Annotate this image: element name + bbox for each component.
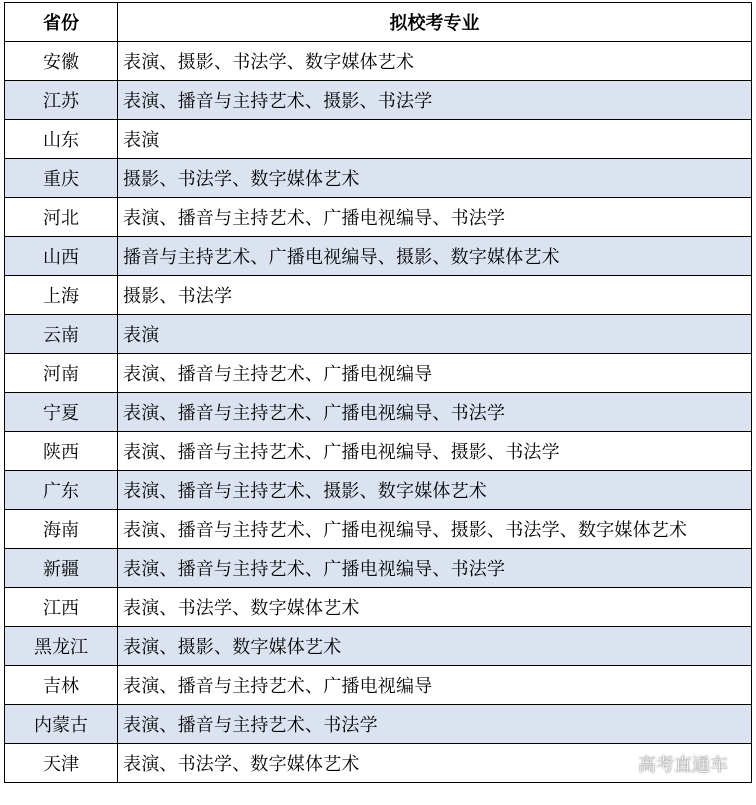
province-cell: 山东 — [5, 120, 118, 159]
table-row — [5, 198, 752, 237]
majors-cell: 表演 — [118, 120, 752, 159]
header-majors: 拟校考专业 — [118, 3, 752, 42]
province-cell: 吉林 — [5, 666, 118, 705]
majors-cell: 表演、摄影、数字媒体艺术 — [118, 627, 752, 666]
table-row — [5, 237, 752, 276]
province-cell: 河南 — [5, 354, 118, 393]
table-row — [5, 42, 752, 81]
province-cell: 新疆 — [5, 549, 118, 588]
table-row — [5, 276, 752, 315]
majors-cell: 表演、摄影、书法学、数字媒体艺术 — [118, 42, 752, 81]
watermark: 高考直通车 — [638, 755, 728, 776]
province-cell: 天津 — [5, 744, 118, 783]
province-cell: 云南 — [5, 315, 118, 354]
majors-cell: 表演、播音与主持艺术、广播电视编导、书法学 — [118, 393, 752, 432]
majors-cell: 表演、播音与主持艺术、广播电视编导、书法学 — [118, 198, 752, 237]
majors-cell: 表演 — [118, 315, 752, 354]
table-row — [5, 159, 752, 198]
table-row — [5, 393, 752, 432]
province-cell: 河北 — [5, 198, 118, 237]
majors-cell: 表演、播音与主持艺术、广播电视编导 — [118, 354, 752, 393]
majors-cell: 表演、播音与主持艺术、广播电视编导、摄影、书法学、数字媒体艺术 — [118, 510, 752, 549]
table-row — [5, 432, 752, 471]
table-row — [5, 120, 752, 159]
table-row — [5, 354, 752, 393]
province-cell: 广东 — [5, 471, 118, 510]
majors-cell: 表演、播音与主持艺术、广播电视编导、书法学 — [118, 549, 752, 588]
table-row — [5, 588, 752, 627]
majors-cell: 表演、播音与主持艺术、摄影、书法学 — [118, 81, 752, 120]
table-row — [5, 315, 752, 354]
province-cell: 宁夏 — [5, 393, 118, 432]
province-cell: 上海 — [5, 276, 118, 315]
admissions-table-container — [4, 2, 751, 783]
table-row — [5, 666, 752, 705]
province-cell: 陕西 — [5, 432, 118, 471]
province-cell: 山西 — [5, 237, 118, 276]
majors-cell: 表演、播音与主持艺术、广播电视编导、摄影、书法学 — [118, 432, 752, 471]
header-province: 省份 — [5, 3, 118, 42]
majors-cell: 表演、播音与主持艺术、书法学 — [118, 705, 752, 744]
table-row — [5, 471, 752, 510]
province-cell: 内蒙古 — [5, 705, 118, 744]
majors-cell: 摄影、书法学 — [118, 276, 752, 315]
province-cell: 重庆 — [5, 159, 118, 198]
table-row — [5, 705, 752, 744]
province-cell: 黑龙江 — [5, 627, 118, 666]
table-header-row — [5, 3, 752, 42]
province-cell: 江西 — [5, 588, 118, 627]
province-cell: 安徽 — [5, 42, 118, 81]
table-row — [5, 510, 752, 549]
majors-cell: 表演、书法学、数字媒体艺术 — [118, 588, 752, 627]
majors-cell: 摄影、书法学、数字媒体艺术 — [118, 159, 752, 198]
table-row — [5, 549, 752, 588]
province-cell: 江苏 — [5, 81, 118, 120]
majors-cell: 表演、播音与主持艺术、摄影、数字媒体艺术 — [118, 471, 752, 510]
table-row — [5, 81, 752, 120]
table-row — [5, 627, 752, 666]
majors-cell: 播音与主持艺术、广播电视编导、摄影、数字媒体艺术 — [118, 237, 752, 276]
province-cell: 海南 — [5, 510, 118, 549]
province-majors-table — [4, 2, 752, 783]
majors-cell: 表演、书法学、数字媒体艺术 — [118, 744, 752, 783]
majors-cell: 表演、播音与主持艺术、广播电视编导 — [118, 666, 752, 705]
